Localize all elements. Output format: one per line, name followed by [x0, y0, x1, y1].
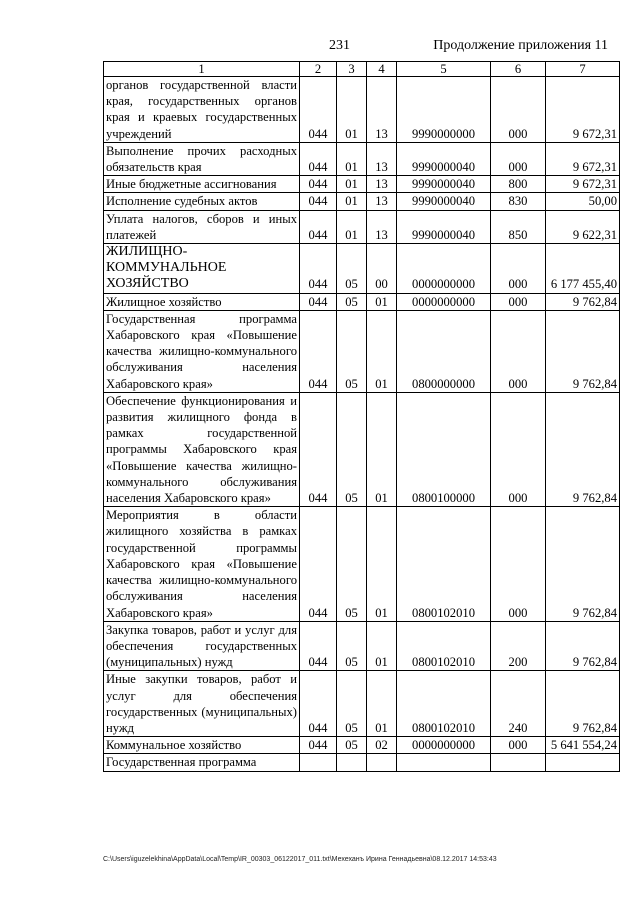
amount: 9 672,31 — [546, 142, 620, 175]
page-number: 231 — [329, 38, 350, 53]
budget-table — [103, 61, 620, 772]
table-row — [104, 310, 620, 392]
subsection-code: 13 — [367, 210, 397, 243]
section-code: 05 — [337, 737, 367, 754]
row-name: Исполнение судебных актов — [104, 193, 300, 210]
amount: 9 762,84 — [546, 392, 620, 506]
ministry-code: 044 — [300, 621, 337, 671]
ministry-code: 044 — [300, 392, 337, 506]
expense-type-code: 000 — [491, 310, 546, 392]
subsection-code: 13 — [367, 193, 397, 210]
amount: 9 622,31 — [546, 210, 620, 243]
ministry-code: 044 — [300, 244, 337, 294]
target-article-code: 0800102010 — [397, 671, 491, 737]
amount: 9 762,84 — [546, 310, 620, 392]
amount: 5 641 554,24 — [546, 737, 620, 754]
subsection-code: 01 — [367, 310, 397, 392]
table-row — [104, 737, 620, 754]
section-code: 05 — [337, 671, 367, 737]
target-article-code: 9990000040 — [397, 193, 491, 210]
target-article-code: 0800000000 — [397, 310, 491, 392]
subsection-code: 01 — [367, 507, 397, 621]
row-name: Государственная программа — [104, 754, 300, 771]
subsection-code: 13 — [367, 77, 397, 143]
table-row — [104, 142, 620, 175]
section-code: 05 — [337, 621, 367, 671]
amount: 9 762,84 — [546, 671, 620, 737]
ministry-code: 044 — [300, 293, 337, 310]
column-header: 3 — [337, 62, 367, 77]
table-row — [104, 671, 620, 737]
amount: 9 762,84 — [546, 507, 620, 621]
column-header: 4 — [367, 62, 397, 77]
row-name: Жилищное хозяйство — [104, 293, 300, 310]
row-name: Коммунальное хозяйство — [104, 737, 300, 754]
table-row — [104, 392, 620, 506]
row-name: органов государственной власти края, государственных органов края и краевых государственных учреждений — [104, 77, 300, 143]
section-code: 01 — [337, 77, 367, 143]
expense-type-code: 200 — [491, 621, 546, 671]
subsection-code: 01 — [367, 621, 397, 671]
subsection-code: 00 — [367, 244, 397, 294]
row-name: Обеспечение функционирования и развития жилищного фонда в рамках государственной программы Хабаровского края «Повышение качества жилищно-коммунального обслуживания населения Хабаровского края» — [104, 392, 300, 506]
section-code: 05 — [337, 244, 367, 294]
row-name: Иные закупки товаров, работ и услуг для обеспечения государственных (муниципальных) нужд — [104, 671, 300, 737]
section-code — [337, 754, 367, 771]
table-row — [104, 507, 620, 621]
row-name: Мероприятия в области жилищного хозяйства в рамках государственной программы Хабаровского края «Повышение качества жилищно-коммунального обслуживания населения Хабаровского края» — [104, 507, 300, 621]
subsection-code: 01 — [367, 293, 397, 310]
continuation-caption: Продолжение приложения 11 — [433, 38, 608, 53]
ministry-code: 044 — [300, 142, 337, 175]
footer-file-path: C:\Users\iguzelekhina\AppData\Local\Temp\IR_00303_06122017_011.txt\Мехеханъ Ирина Геннадьевна\08.12.2017 14:53:43 — [103, 856, 497, 863]
table-row — [104, 754, 620, 771]
ministry-code: 044 — [300, 507, 337, 621]
section-code: 01 — [337, 176, 367, 193]
column-header: 6 — [491, 62, 546, 77]
amount: 9 672,31 — [546, 176, 620, 193]
target-article-code: 0800102010 — [397, 507, 491, 621]
ministry-code: 044 — [300, 671, 337, 737]
amount — [546, 754, 620, 771]
expense-type-code: 000 — [491, 293, 546, 310]
table-row — [104, 210, 620, 243]
target-article-code: 0800102010 — [397, 621, 491, 671]
subsection-code: 01 — [367, 392, 397, 506]
table-row — [104, 193, 620, 210]
section-code: 01 — [337, 193, 367, 210]
section-code: 01 — [337, 210, 367, 243]
subsection-code — [367, 754, 397, 771]
table-header-row — [104, 62, 620, 77]
expense-type-code: 240 — [491, 671, 546, 737]
amount: 6 177 455,40 — [546, 244, 620, 294]
column-header: 5 — [397, 62, 491, 77]
section-code: 01 — [337, 142, 367, 175]
column-header: 7 — [546, 62, 620, 77]
section-code: 05 — [337, 310, 367, 392]
section-code: 05 — [337, 507, 367, 621]
column-header: 2 — [300, 62, 337, 77]
expense-type-code: 800 — [491, 176, 546, 193]
expense-type-code: 000 — [491, 737, 546, 754]
subsection-code: 02 — [367, 737, 397, 754]
row-name: Закупка товаров, работ и услуг для обеспечения государственных (муниципальных) нужд — [104, 621, 300, 671]
table-row — [104, 244, 620, 294]
table-row — [104, 176, 620, 193]
section-code: 05 — [337, 392, 367, 506]
ministry-code: 044 — [300, 210, 337, 243]
table-row — [104, 293, 620, 310]
amount: 9 762,84 — [546, 621, 620, 671]
column-header: 1 — [104, 62, 300, 77]
section-code: 05 — [337, 293, 367, 310]
expense-type-code: 850 — [491, 210, 546, 243]
target-article-code: 9990000040 — [397, 176, 491, 193]
expense-type-code: 000 — [491, 142, 546, 175]
expense-type-code: 830 — [491, 193, 546, 210]
row-name: Государственная программа Хабаровского края «Повышение качества жилищно-коммунального обслуживания населения Хабаровского края» — [104, 310, 300, 392]
row-name: Иные бюджетные ассигнования — [104, 176, 300, 193]
target-article-code: 9990000000 — [397, 77, 491, 143]
ministry-code: 044 — [300, 176, 337, 193]
target-article-code: 0000000000 — [397, 293, 491, 310]
row-name: ЖИЛИЩНО-КОММУНАЛЬНОЕ ХОЗЯЙСТВО — [104, 244, 300, 294]
amount: 9 672,31 — [546, 77, 620, 143]
expense-type-code: 000 — [491, 392, 546, 506]
ministry-code: 044 — [300, 77, 337, 143]
target-article-code: 9990000040 — [397, 210, 491, 243]
row-name: Выполнение прочих расходных обязательств края — [104, 142, 300, 175]
expense-type-code: 000 — [491, 244, 546, 294]
amount: 50,00 — [546, 193, 620, 210]
table-row — [104, 621, 620, 671]
ministry-code: 044 — [300, 310, 337, 392]
target-article-code: 9990000040 — [397, 142, 491, 175]
target-article-code — [397, 754, 491, 771]
expense-type-code — [491, 754, 546, 771]
target-article-code: 0800100000 — [397, 392, 491, 506]
subsection-code: 01 — [367, 671, 397, 737]
subsection-code: 13 — [367, 142, 397, 175]
expense-type-code: 000 — [491, 77, 546, 143]
ministry-code: 044 — [300, 193, 337, 210]
expense-type-code: 000 — [491, 507, 546, 621]
target-article-code: 0000000000 — [397, 244, 491, 294]
subsection-code: 13 — [367, 176, 397, 193]
row-name: Уплата налогов, сборов и иных платежей — [104, 210, 300, 243]
ministry-code — [300, 754, 337, 771]
target-article-code: 0000000000 — [397, 737, 491, 754]
ministry-code: 044 — [300, 737, 337, 754]
table-row — [104, 77, 620, 143]
amount: 9 762,84 — [546, 293, 620, 310]
